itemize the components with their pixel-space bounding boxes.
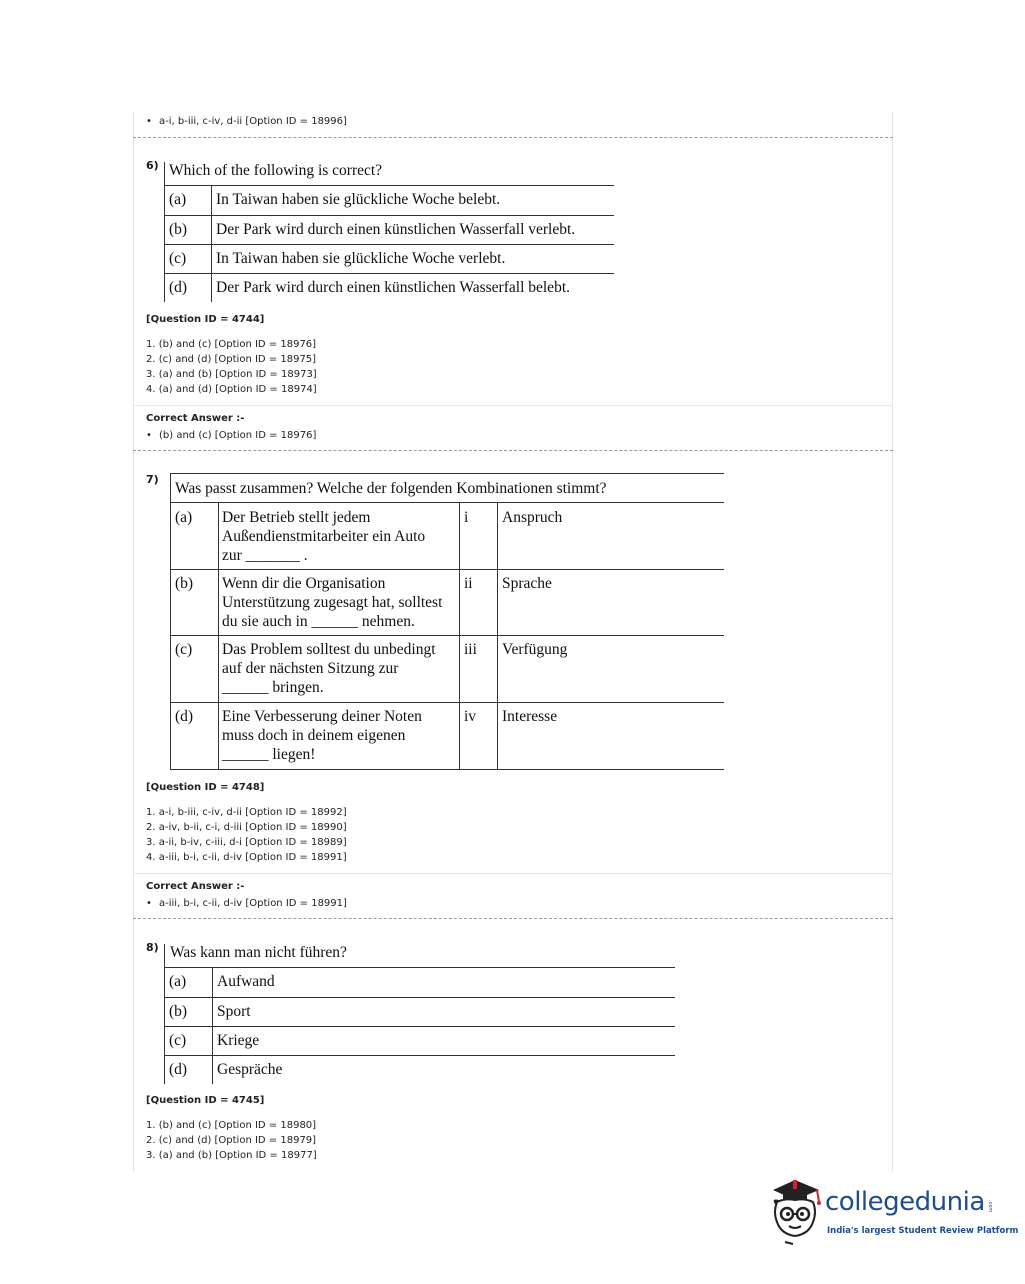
statement-line: ______ liegen! [222, 746, 316, 763]
q7-matching-table [170, 473, 724, 770]
roman-numeral: iv [464, 708, 477, 725]
q8-row-b [164, 998, 675, 1027]
row-text: Sport [217, 1003, 251, 1020]
mascot-icon [765, 1176, 825, 1246]
option-item[interactable]: 4. a-iii, b-i, c-ii, d-iv [Option ID = 18991] [146, 852, 347, 863]
table-rule [164, 944, 165, 1084]
row-label: (c) [169, 250, 187, 267]
option-item[interactable]: 3. (a) and (b) [Option ID = 18977] [146, 1150, 317, 1161]
separator [133, 918, 893, 919]
row-text: Der Park wird durch einen künstlichen Wasserfall verlebt. [216, 221, 576, 238]
separator [133, 450, 893, 451]
option-item[interactable]: 3. (a) and (b) [Option ID = 18973] [146, 369, 317, 380]
q8-options-list [146, 1118, 317, 1163]
previous-answer-bullet [146, 114, 347, 129]
row-label: (a) [169, 973, 187, 990]
statement-line: Unterstützung zugesagt hat, solltest [222, 594, 443, 611]
brand-suffix: .com [987, 1200, 993, 1213]
row-text: Der Park wird durch einen künstlichen Wasserfall belebt. [216, 279, 570, 296]
table-rule [170, 502, 724, 503]
question-id: [Question ID = 4745] [146, 1095, 265, 1106]
row-text: In Taiwan haben sie glückliche Woche belebt. [216, 191, 501, 208]
q6-prompt: Which of the following is correct? [169, 162, 383, 179]
option-item[interactable]: 2. (c) and (d) [Option ID = 18975] [146, 354, 317, 365]
roman-numeral: i [464, 509, 469, 526]
statement-line: du sie auch in ______ nehmen. [222, 613, 415, 630]
q6-row-b [164, 216, 614, 245]
statement-line: Außendienstmitarbeiter ein Auto [222, 528, 426, 545]
row-statement [222, 508, 425, 565]
question-number: 8) [146, 941, 159, 954]
option-item[interactable]: 1. a-i, b-iii, c-iv, d-ii [Option ID = 18992] [146, 807, 347, 818]
row-label: (d) [169, 279, 188, 296]
statement-line: Das Problem solltest du unbedingt [222, 641, 436, 658]
statement-line: zur _______ . [222, 547, 308, 564]
table-rule [170, 473, 724, 474]
table-rule [497, 502, 498, 770]
table-rule [170, 473, 171, 770]
question-id: [Question ID = 4744] [146, 314, 265, 325]
correct-answer-label: Correct Answer :- [146, 881, 245, 892]
option-item[interactable]: 3. a-ii, b-iv, c-iii, d-i [Option ID = 18989] [146, 837, 347, 848]
option-item[interactable]: 4. (a) and (d) [Option ID = 18974] [146, 384, 317, 395]
row-text: In Taiwan haben sie glückliche Woche verlebt. [216, 250, 506, 267]
correct-answer-text: (b) and (c) [Option ID = 18976] [159, 430, 317, 441]
correct-answer-bullet [146, 428, 316, 443]
brand-name: collegedunia [825, 1187, 985, 1217]
row-label: (b) [169, 221, 188, 238]
statement-line: ______ bringen. [222, 679, 324, 696]
row-label: (a) [169, 191, 187, 208]
statement-line: Eine Verbesserung deiner Noten [222, 708, 422, 725]
option-item[interactable]: 2. a-iv, b-ii, c-i, d-iii [Option ID = 18990] [146, 822, 347, 833]
q6-row-c [164, 245, 614, 274]
row-label: (b) [175, 575, 194, 592]
match-term: Anspruch [502, 509, 563, 526]
row-text: Gespräche [217, 1061, 283, 1078]
q6-options-list [146, 337, 317, 397]
option-item[interactable]: 1. (b) and (c) [Option ID = 18980] [146, 1120, 317, 1131]
question-number: 6) [146, 159, 159, 172]
q7-options-list [146, 805, 347, 865]
row-label: (c) [175, 641, 193, 658]
q7-prompt: Was passt zusammen? Welche der folgenden Kombinationen stimmt? [175, 480, 607, 497]
statement-line: auf der nächsten Sitzung zur [222, 660, 399, 677]
row-statement [222, 640, 436, 697]
question-number: 7) [146, 473, 159, 486]
table-rule [459, 502, 460, 770]
table-rule [164, 162, 165, 302]
q8-row-d [164, 1056, 675, 1085]
roman-numeral: ii [464, 575, 473, 592]
q6-row-d [164, 274, 614, 303]
row-label: (d) [175, 708, 194, 725]
table-rule [170, 569, 724, 570]
table-rule [170, 702, 724, 703]
row-label: (d) [169, 1061, 188, 1078]
row-label: (a) [175, 509, 193, 526]
statement-line: Der Betrieb stellt jedem [222, 509, 371, 526]
q8-option-table [164, 944, 675, 1084]
table-rule [212, 968, 213, 1084]
separator [133, 873, 893, 874]
match-term: Verfügung [502, 641, 568, 658]
option-item[interactable]: 1. (b) and (c) [Option ID = 18976] [146, 339, 317, 350]
option-item[interactable]: 2. (c) and (d) [Option ID = 18979] [146, 1135, 317, 1146]
brand-tagline: India's largest Student Review Platform [827, 1226, 1019, 1236]
q6-option-table [164, 162, 614, 302]
q8-row-c [164, 1027, 675, 1056]
correct-answer-label: Correct Answer :- [146, 413, 245, 424]
row-text: Kriege [217, 1032, 260, 1049]
table-rule [218, 502, 219, 770]
q8-row-a [164, 968, 675, 997]
row-statement [222, 574, 442, 631]
row-label: (b) [169, 1003, 188, 1020]
roman-numeral: iii [464, 641, 477, 658]
question-id: [Question ID = 4748] [146, 782, 265, 793]
table-rule [211, 186, 212, 302]
table-rule [170, 635, 724, 636]
match-term: Sprache [502, 575, 552, 592]
collegedunia-logo[interactable] [765, 1176, 1019, 1246]
row-label: (c) [169, 1032, 187, 1049]
statement-line: Wenn dir die Organisation [222, 575, 386, 592]
correct-answer-text: a-iii, b-i, c-ii, d-iv [Option ID = 18991] [159, 898, 347, 909]
previous-answer-text: a-i, b-iii, c-iv, d-ii [Option ID = 18996] [159, 116, 347, 127]
q8-prompt: Was kann man nicht führen? [170, 944, 347, 961]
correct-answer-bullet [146, 896, 347, 911]
separator [133, 405, 893, 406]
row-text: Aufwand [217, 973, 275, 990]
table-rule [170, 769, 724, 770]
statement-line: muss doch in deinem eigenen [222, 727, 406, 744]
row-statement [222, 707, 422, 764]
match-term: Interesse [502, 708, 558, 725]
separator [133, 137, 893, 138]
q6-row-a [164, 186, 614, 215]
